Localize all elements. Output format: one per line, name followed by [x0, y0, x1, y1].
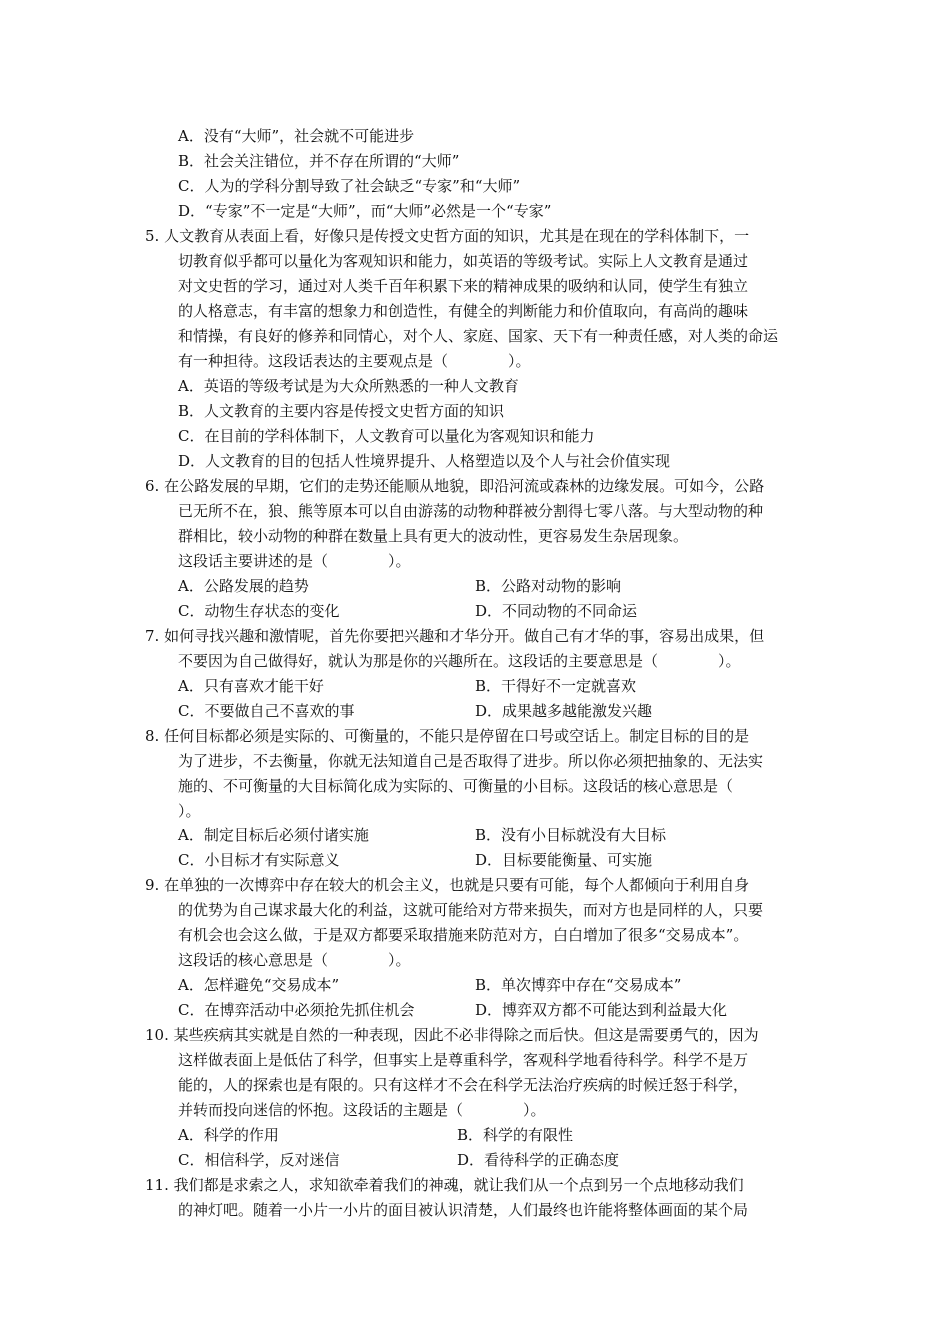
q10-option-a: A．科学的作用 [178, 1126, 279, 1144]
q8-option-d: D．目标要能衡量、可实施 [475, 851, 653, 869]
q10-stem-line: 能的，人的探索也是有限的。只有这样才不会在科学无法治疗疾病的时候迁怒于科学， [178, 1076, 749, 1094]
q10-option-c: C．相信科学，反对迷信 [178, 1151, 340, 1169]
q11-stem-line: 的神灯吧。随着一小片一小片的面目被认识清楚，人们最终也许能将整体画面的某个局 [178, 1201, 749, 1219]
q5-option-d: D．人文教育的目的包括人性境界提升、人格塑造以及个人与社会价值实现 [178, 452, 671, 470]
q8-stem-line: 为了进步，不去衡量，你就无法知道自己是否取得了进步。所以你必须把抽象的、无法实 [178, 752, 764, 770]
q9-stem-line: 这段话的核心意思是（ ）。 [178, 951, 411, 969]
q6-option-c: C．动物生存状态的变化 [178, 602, 340, 620]
q7-option-d: D．成果越多越能激发兴趣 [475, 702, 653, 720]
q5-stem-line: 有一种担待。这段话表达的主要观点是（ ）。 [178, 352, 531, 370]
q8-stem-line: ）。 [178, 802, 201, 820]
q9-option-b: B．单次博弈中存在“交易成本” [475, 976, 682, 994]
q9-stem-line: 有机会也会这么做，于是双方都要采取措施来防范对方，白白增加了很多“交易成本”。 [178, 926, 749, 944]
q9-option-d: D．博弈双方都不可能达到利益最大化 [475, 1001, 728, 1019]
q4-option-d: D．“专家”不一定是“大师”，而“大师”必然是一个“专家” [178, 202, 552, 220]
q6-stem-line: 6. 在公路发展的早期，它们的走势还能顺从地貌，即沿河流或森林的边缘发展。可如今，公路 [145, 477, 765, 495]
q4-option-c: C．人为的学科分割导致了社会缺乏“专家”和“大师” [178, 177, 521, 195]
q7-option-b: B．干得好不一定就喜欢 [475, 677, 637, 695]
q6-option-b: B．公路对动物的影响 [475, 577, 622, 595]
q4-option-a: A．没有“大师”，社会就不可能进步 [178, 127, 415, 145]
q7-stem-line: 7. 如何寻找兴趣和激情呢，首先你要把兴趣和才华分开。做自己有才华的事，容易出成果，但 [145, 627, 765, 645]
q5-stem-line: 5. 人文教育从表面上看，好像只是传授文史哲方面的知识，尤其是在现在的学科体制下，一 [145, 227, 750, 245]
q8-stem-line: 8. 任何目标都必须是实际的、可衡量的，不能只是停留在口号或空话上。制定目标的目的是 [145, 727, 750, 745]
q6-stem-line: 群相比，较小动物的种群在数量上具有更大的波动性，更容易发生杂居现象。 [178, 527, 689, 545]
q10-stem-line: 10. 某些疾病其实就是自然的一种表现，因此不必非得除之而后快。但这是需要勇气的，因为 [145, 1026, 759, 1044]
q5-option-c: C．在目前的学科体制下，人文教育可以量化为客观知识和能力 [178, 427, 595, 445]
q8-stem-line: 施的、不可衡量的大目标简化成为实际的、可衡量的小目标。这段话的核心意思是（ [178, 777, 734, 795]
q5-stem-line: 的人格意志，有丰富的想象力和创造性，有健全的判断能力和价值取向，有高尚的趣味 [178, 302, 749, 320]
q4-option-b: B．社会关注错位，并不存在所谓的“大师” [178, 152, 460, 170]
q7-stem-line: 不要因为自己做得好，就认为那是你的兴趣所在。这段话的主要意思是（ ）。 [178, 652, 741, 670]
q9-stem-line: 9. 在单独的一次博弈中存在较大的机会主义，也就是只要有可能，每个人都倾向于利用自身 [145, 876, 750, 894]
q8-option-b: B．没有小目标就没有大目标 [475, 826, 667, 844]
q8-option-a: A．制定目标后必须付诸实施 [178, 826, 369, 844]
q10-stem-line: 并转而投向迷信的怀抱。这段话的主题是（ ）。 [178, 1101, 546, 1119]
q6-option-d: D．不同动物的不同命运 [475, 602, 638, 620]
q10-option-b: B．科学的有限性 [457, 1126, 574, 1144]
q6-option-a: A．公路发展的趋势 [178, 577, 309, 595]
q10-option-d: D．看待科学的正确态度 [457, 1151, 620, 1169]
q7-option-c: C．不要做自己不喜欢的事 [178, 702, 355, 720]
q5-stem-line: 对文史哲的学习，通过对人类千百年积累下来的精神成果的吸纳和认同，使学生有独立 [178, 277, 749, 295]
q9-option-a: A．怎样避免“交易成本” [178, 976, 340, 994]
q5-option-a: A．英语的等级考试是为大众所熟悉的一种人文教育 [178, 377, 519, 395]
q6-stem-line: 已无所不在，狼、熊等原本可以自由游荡的动物种群被分割得七零八落。与大型动物的种 [178, 502, 764, 520]
q8-option-c: C．小目标才有实际意义 [178, 851, 340, 869]
q5-stem-line: 切教育似乎都可以量化为客观知识和能力，如英语的等级考试。实际上人文教育是通过 [178, 252, 749, 270]
q10-stem-line: 这样做表面上是低估了科学，但事实上是尊重科学，客观科学地看待科学。科学不是万 [178, 1051, 749, 1069]
q11-stem-line: 11. 我们都是求索之人，求知欲牵着我们的神魂，就让我们从一个点到另一个点地移动我们 [145, 1176, 744, 1194]
q5-stem-line: 和情操，有良好的修养和同情心，对个人、家庭、国家、天下有一种责任感，对人类的命运 [178, 327, 779, 345]
q6-stem-line: 这段话主要讲述的是（ ）。 [178, 552, 411, 570]
q9-stem-line: 的优势为自己谋求最大化的利益，这就可能给对方带来损失，而对方也是同样的人，只要 [178, 901, 764, 919]
q5-option-b: B．人文教育的主要内容是传授文史哲方面的知识 [178, 402, 505, 420]
q9-option-c: C．在博弈活动中必须抢先抓住机会 [178, 1001, 415, 1019]
q7-option-a: A．只有喜欢才能干好 [178, 677, 324, 695]
